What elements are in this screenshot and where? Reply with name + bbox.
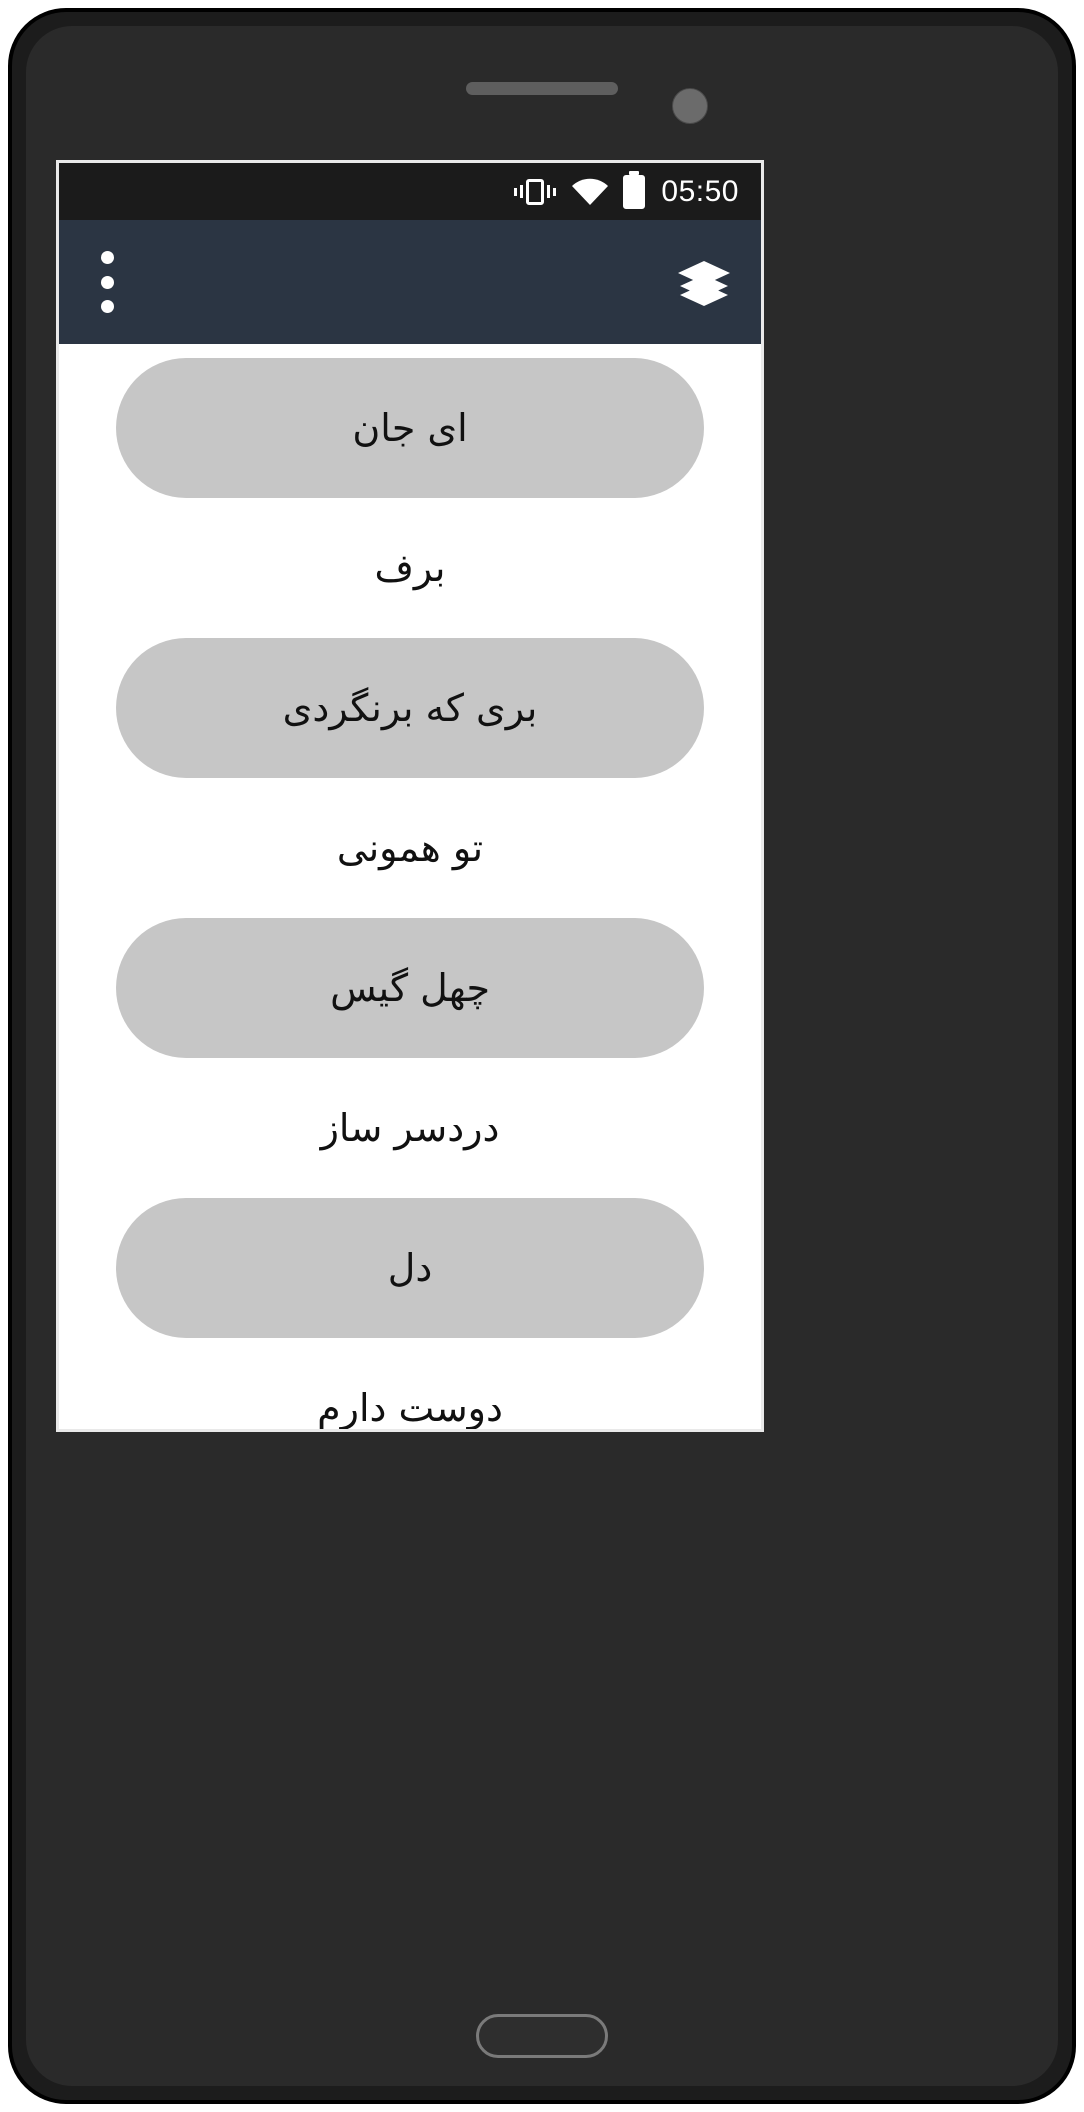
phone-screen — [56, 160, 764, 1432]
menu-dot — [101, 251, 114, 264]
list-item[interactable]: دوست دارم — [317, 1386, 503, 1430]
front-camera — [672, 88, 708, 124]
battery-icon — [623, 175, 645, 209]
earpiece-speaker — [466, 82, 618, 95]
wifi-icon — [571, 178, 609, 206]
list-item[interactable]: برف — [374, 546, 446, 590]
status-bar-icons — [513, 175, 747, 209]
app-bar — [59, 220, 761, 344]
status-bar-clock: 05:50 — [661, 174, 739, 208]
status-bar — [59, 163, 761, 220]
list-item[interactable]: تو همونی — [336, 826, 484, 870]
vibrate-icon — [513, 177, 557, 207]
list-item[interactable]: ای جان — [116, 358, 704, 498]
list-item[interactable]: دردسر ساز — [320, 1106, 500, 1150]
list-item[interactable]: بری که برنگردی — [116, 638, 704, 778]
list-item[interactable]: دل — [116, 1198, 704, 1338]
menu-dot — [101, 300, 114, 313]
song-list[interactable] — [59, 344, 761, 1432]
menu-dot — [101, 276, 114, 289]
layers-icon[interactable] — [673, 251, 735, 313]
more-vertical-icon[interactable] — [85, 245, 129, 319]
phone-device-frame — [8, 8, 1076, 2104]
home-button[interactable] — [476, 2014, 608, 2058]
list-item[interactable]: چهل گیس — [116, 918, 704, 1058]
